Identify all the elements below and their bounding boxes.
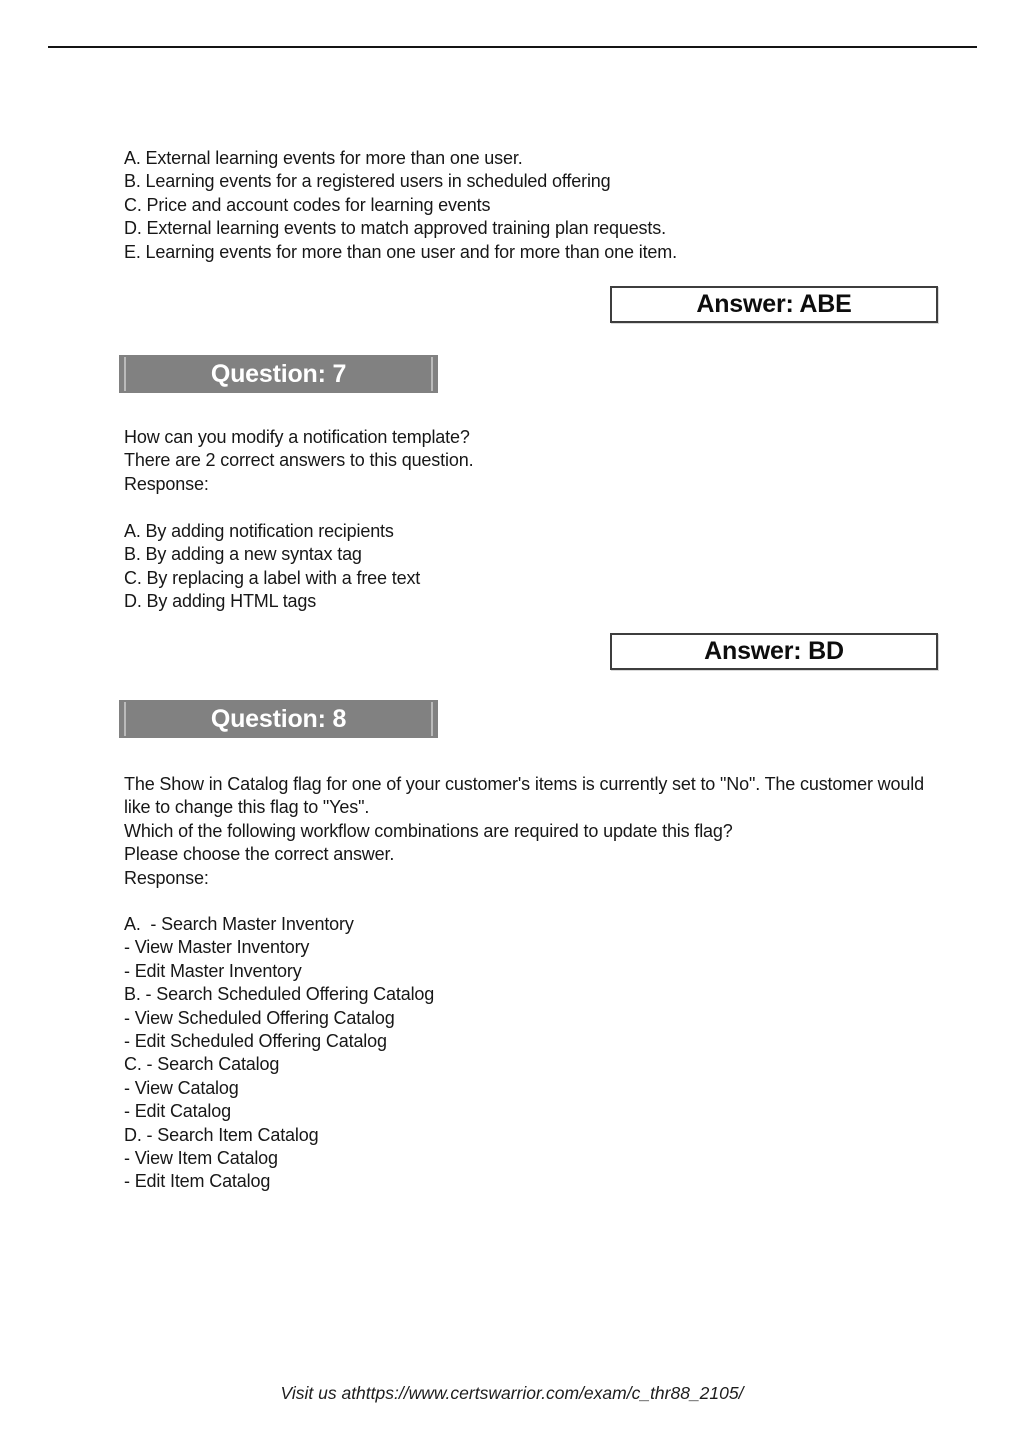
question-8-options [124,913,434,1194]
question-text-line: There are 2 correct answers to this question. [124,450,474,471]
question-8-header-label: Question: 8 [210,704,347,733]
question-text-line: How can you modify a notification template? [124,427,470,447]
question-text-line: Response: [124,867,209,888]
option-line: - Edit Master Inventory [124,960,302,981]
question-text-line: like to change this flag to "Yes". [124,797,370,818]
top-divider-rule [48,46,977,48]
question-text-line: Which of the following workflow combinations are required to update this flag? [124,820,733,841]
option-line: - Edit Scheduled Offering Catalog [124,1031,387,1052]
answer-label: Answer: BD [704,637,844,665]
option-line: - View Master Inventory [124,937,310,958]
option-line: - Edit Item Catalog [124,1171,271,1192]
option-line: - Edit Catalog [124,1101,231,1122]
previous-question-options [124,147,677,264]
option-line: D. External learning events to match approved training plan requests. [124,218,666,239]
answer-label: Answer: ABE [696,290,852,318]
option-line: D. - Search Item Catalog [124,1124,319,1145]
option-line: B. By adding a new syntax tag [124,544,362,565]
question-text-line: Please choose the correct answer. [124,844,395,865]
option-line: E. Learning events for more than one user and for more than one item. [124,241,677,262]
option-line: C. Price and account codes for learning events [124,194,491,215]
question-7-header-label: Question: 7 [210,359,347,388]
question-text-line: The Show in Catalog flag for one of your customer's items is currently set to "No". The customer would [124,774,924,794]
question-8-header-bar [119,700,438,738]
option-line: B. - Search Scheduled Offering Catalog [124,984,435,1005]
footer-visit-link[interactable]: Visit us athttps://www.certswarrior.com/exam/c_thr88_2105/ [280,1383,744,1403]
option-line: D. By adding HTML tags [124,591,317,612]
question-7-options [124,520,420,614]
option-line: - View Item Catalog [124,1148,278,1169]
question-7-body [124,426,473,496]
option-line: - View Catalog [124,1077,239,1098]
option-line: A. External learning events for more than one user. [124,148,523,168]
option-line: A. By adding notification recipients [124,521,394,541]
footer [0,1383,1024,1404]
option-line: A. - Search Master Inventory [124,914,354,934]
option-line: C. By replacing a label with a free text [124,567,421,588]
answer-box-q7 [610,633,938,670]
question-8-body [124,773,924,890]
question-7-header-bar [119,355,438,393]
option-line: - View Scheduled Offering Catalog [124,1007,395,1028]
option-line: C. - Search Catalog [124,1054,280,1075]
option-line: B. Learning events for a registered users in scheduled offering [124,171,611,192]
question-text-line: Response: [124,473,209,494]
answer-box-q6 [610,286,938,323]
